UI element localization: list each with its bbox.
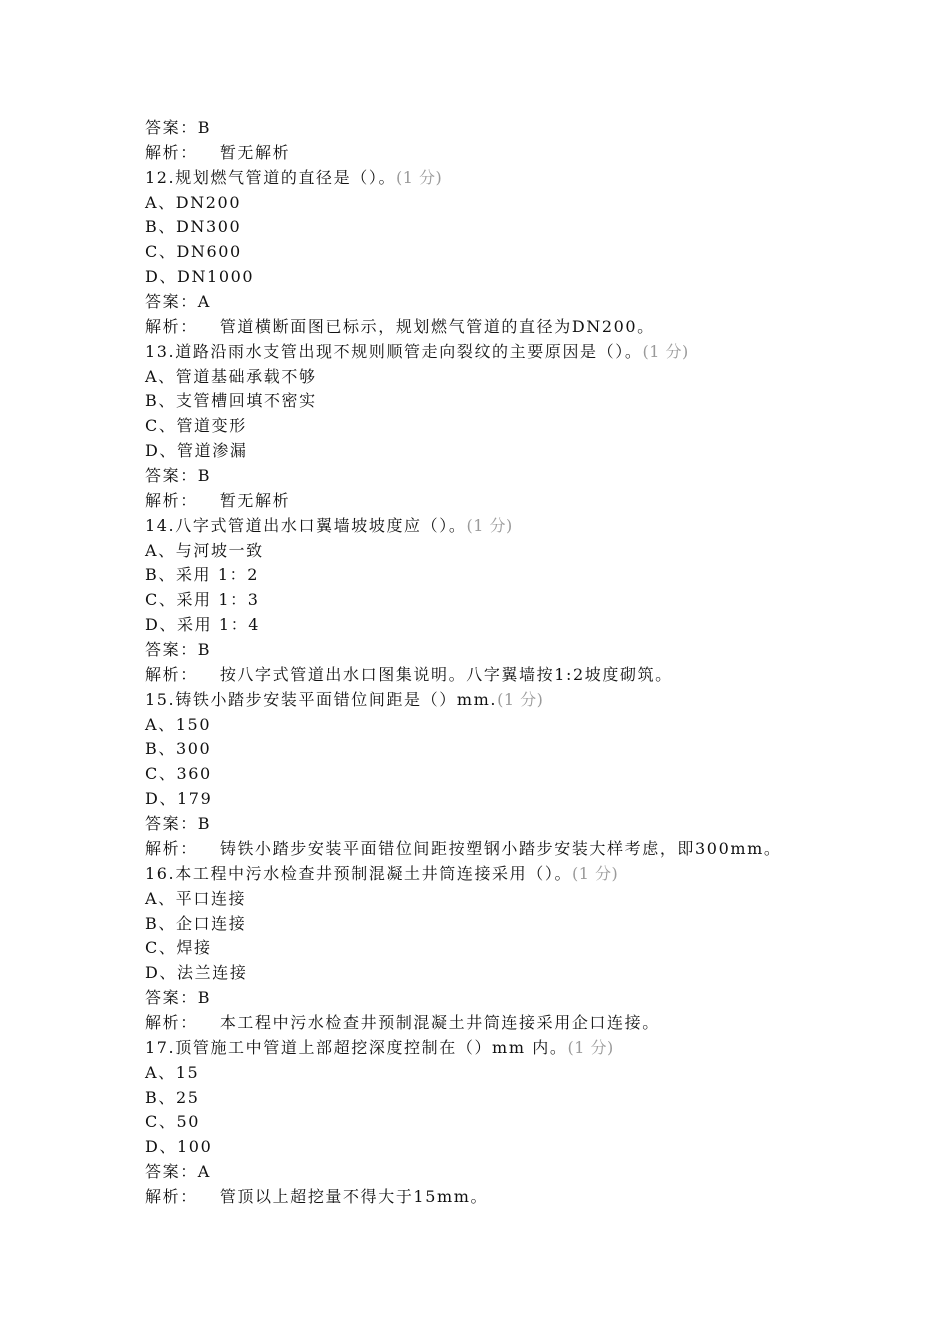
analysis-text: 管道横断面图已标示，规划燃气管道的直径为DN200。 xyxy=(219,316,655,336)
question-stem xyxy=(145,1036,885,1061)
option-b: B、25 xyxy=(145,1087,200,1107)
question-score: (1 分) xyxy=(642,341,689,361)
option-c: C、DN600 xyxy=(145,242,242,262)
option-c: C、焊接 xyxy=(145,938,212,958)
analysis-label: 解析： xyxy=(145,838,198,858)
answer: 答案：B xyxy=(145,814,212,834)
option-d: D、法兰连接 xyxy=(145,963,248,983)
question-score: (1 分) xyxy=(567,1037,614,1057)
analysis xyxy=(145,315,885,340)
answer: 答案：B xyxy=(145,640,212,660)
question-score: (1 分) xyxy=(466,515,513,535)
question-text: 15.铸铁小踏步安装平面错位间距是（）mm. xyxy=(145,689,498,709)
analysis-label: 解析： xyxy=(145,142,198,162)
option-b: B、采用 1：2 xyxy=(145,565,260,585)
analysis-text: 暂无解析 xyxy=(219,142,291,162)
option-d: D、管道渗漏 xyxy=(145,441,248,461)
analysis-text: 铸铁小踏步安装平面错位间距按塑钢小踏步安装大样考虑，即300mm。 xyxy=(219,838,782,858)
analysis xyxy=(145,489,885,514)
question-score: (1 分) xyxy=(572,863,619,883)
answer: 答案：A xyxy=(145,1162,211,1182)
answer: 答案：B xyxy=(145,988,212,1008)
analysis-label: 解析： xyxy=(145,316,198,336)
option-a: A、管道基础承载不够 xyxy=(145,366,317,386)
option-c: C、管道变形 xyxy=(145,416,247,436)
question-stem xyxy=(145,514,885,539)
analysis-label: 解析： xyxy=(145,490,198,510)
option-a: A、DN200 xyxy=(145,192,242,212)
question-score: (1 分) xyxy=(396,167,443,187)
question-text: 13.道路沿雨水支管出现不规则顺管走向裂纹的主要原因是（）。 xyxy=(145,341,643,361)
question-text: 12.规划燃气管道的直径是（）。 xyxy=(145,167,397,187)
analysis-label: 解析： xyxy=(145,1186,198,1206)
question-text: 16.本工程中污水检查井预制混凝土井筒连接采用（）。 xyxy=(145,863,573,883)
analysis-label: 解析： xyxy=(145,1012,198,1032)
option-b: B、DN300 xyxy=(145,217,242,237)
option-b: B、300 xyxy=(145,739,212,759)
option-d: D、采用 1：4 xyxy=(145,615,261,635)
question-stem xyxy=(145,340,885,365)
question-stem xyxy=(145,862,885,887)
answer: 答案：B xyxy=(145,466,212,486)
option-d: D、DN1000 xyxy=(145,267,255,287)
prev-answer: 答案：B xyxy=(145,118,212,137)
question-stem xyxy=(145,688,885,713)
option-b: B、企口连接 xyxy=(145,913,247,933)
option-a: A、15 xyxy=(145,1062,200,1082)
question-list xyxy=(145,116,885,1210)
analysis-text: 本工程中污水检查井预制混凝土井筒连接采用企口连接。 xyxy=(219,1012,660,1032)
option-c: C、360 xyxy=(145,764,212,784)
option-a: A、与河坡一致 xyxy=(145,540,264,560)
option-d: D、179 xyxy=(145,789,213,809)
analysis xyxy=(145,1185,885,1210)
prev-analysis xyxy=(145,141,885,166)
question-text: 14.八字式管道出水口翼墙坡坡度应（）。 xyxy=(145,515,467,535)
question-stem xyxy=(145,166,885,191)
analysis-text: 暂无解析 xyxy=(219,490,291,510)
option-a: A、150 xyxy=(145,714,212,734)
option-a: A、平口连接 xyxy=(145,888,247,908)
analysis-label: 解析： xyxy=(145,664,198,684)
option-c: C、采用 1：3 xyxy=(145,590,260,610)
analysis-text: 按八字式管道出水口图集说明。八字翼墙按1:2坡度砌筑。 xyxy=(219,664,673,684)
analysis xyxy=(145,837,885,862)
option-c: C、50 xyxy=(145,1112,201,1132)
answer: 答案：A xyxy=(145,292,211,312)
analysis-text: 管顶以上超挖量不得大于15mm。 xyxy=(219,1186,489,1206)
option-b: B、支管槽回填不密实 xyxy=(145,391,317,411)
question-text: 17.顶管施工中管道上部超挖深度控制在（）mm 内。 xyxy=(145,1037,568,1057)
analysis xyxy=(145,1011,885,1036)
option-d: D、100 xyxy=(145,1137,213,1157)
question-score: (1 分) xyxy=(497,689,544,709)
analysis xyxy=(145,663,885,688)
